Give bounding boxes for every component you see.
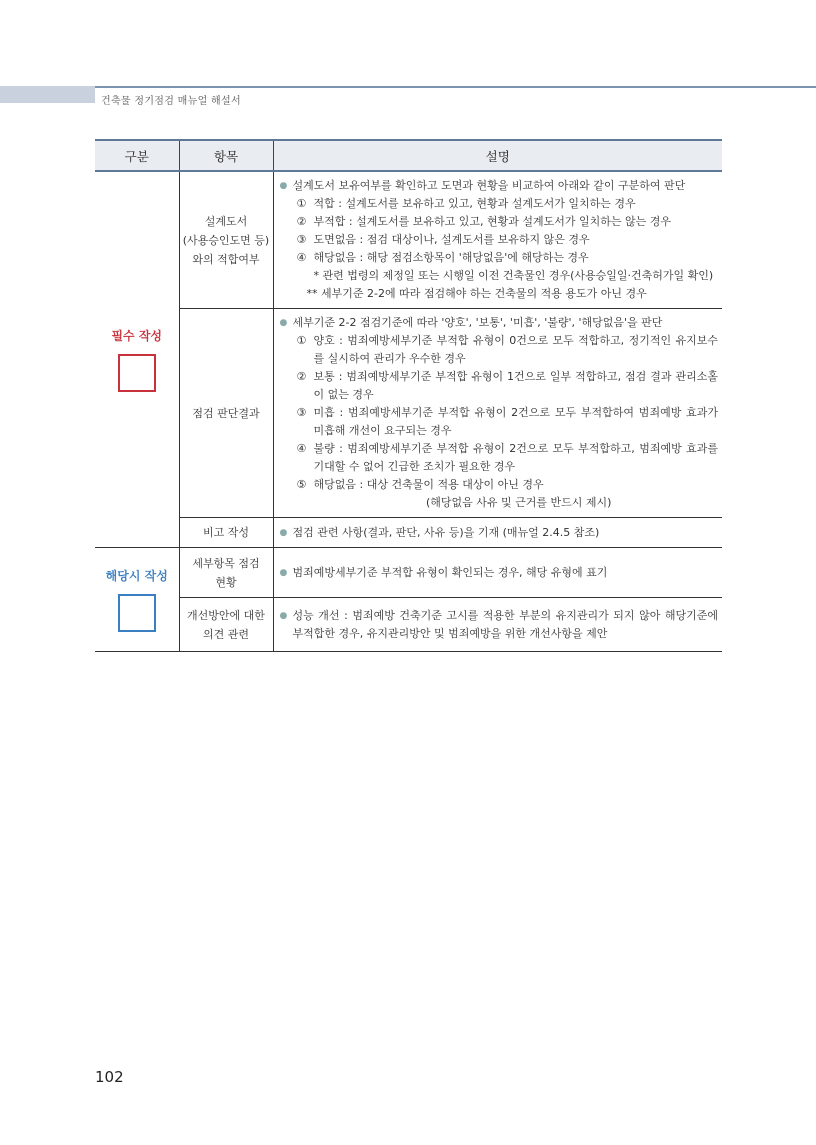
bullet-item: ● 세부기준 2-2 점검기준에 따라 '양호', '보통', '미흡', '불량', '해당없음'을 판단 xyxy=(280,314,719,332)
category-optional-label: 해당시 작성 xyxy=(105,569,168,583)
item-cell xyxy=(179,548,273,598)
description-cell xyxy=(273,309,722,518)
sub-item: ④ 해당없음 : 해당 점검소항목이 '해당없음'에 해당하는 경우 xyxy=(296,251,589,264)
header-accent-block xyxy=(0,86,95,103)
item-label-line: 세부항목 점검 xyxy=(192,556,260,570)
header-category: 구분 xyxy=(95,140,179,171)
item-label-line: 와의 적합여부 xyxy=(192,252,260,266)
header-item: 항목 xyxy=(179,140,273,171)
sub-item: ② 부적합 : 설계도서를 보유하고 있고, 현황과 설계도서가 일치하는 않는 경우 xyxy=(296,215,671,228)
category-optional-cell xyxy=(95,548,179,652)
description-cell xyxy=(273,171,722,309)
table-row xyxy=(95,518,722,548)
item-label-line: 현황 xyxy=(215,575,237,589)
optional-checkbox[interactable] xyxy=(118,594,156,632)
item-cell xyxy=(179,309,273,518)
description-cell xyxy=(273,598,722,652)
category-required-label: 필수 작성 xyxy=(111,329,163,343)
category-required-cell xyxy=(95,171,179,548)
sub-item: ③ 도면없음 : 점검 대상이나, 설계도서를 보유하지 않은 경우 xyxy=(296,233,590,246)
bullet-item: ● 설계도서 보유여부를 확인하고 도면과 현황을 비교하여 아래와 같이 구분하여 판단 xyxy=(280,177,719,195)
bullet-icon: ● xyxy=(279,318,288,328)
required-checkbox[interactable] xyxy=(118,354,156,392)
item-label-line: 개선방안에 대한 xyxy=(187,608,265,622)
page-number: 102 xyxy=(95,1068,124,1086)
bullet-icon: ● xyxy=(279,181,288,191)
bullet-icon: ● xyxy=(279,567,288,578)
bullet-icon: ● xyxy=(279,527,288,538)
item-cell xyxy=(179,171,273,309)
sub-item: ④ 불량 : 범죄예방세부기준 부적합 유형이 2건으로 모두 부적합하고, 범죄예방 효과를 기대할 수 없어 긴급한 조치가 필요한 경우 xyxy=(296,442,718,473)
item-cell xyxy=(179,518,273,548)
bullet-icon: ● xyxy=(279,610,288,621)
item-label-line: 의견 관련 xyxy=(202,627,249,641)
table-row xyxy=(95,548,722,598)
running-header-title: 건축물 정기점검 매뉴얼 해설서 xyxy=(101,96,241,107)
table-row xyxy=(95,171,722,309)
item-label-line: (사용승인도면 등) xyxy=(182,233,270,247)
sub-item: ⑤ 해당없음 : 대상 건축물이 적용 대상이 아닌 경우 xyxy=(296,478,544,491)
item-label-line: 비고 작성 xyxy=(202,526,249,539)
sub-item: ③ 미흡 : 범죄예방세부기준 부적합 유형이 2건으로 모두 부적합하여 범죄예방 효과가 미흡해 개선이 요구되는 경우 xyxy=(296,406,718,437)
item-cell xyxy=(179,598,273,652)
note: (해당없음 사유 및 근거를 반드시 제시) xyxy=(426,496,612,509)
sub-item: ① 양호 : 범죄예방세부기준 부적합 유형이 0건으로 모두 적합하고, 정기적인 유지보수를 실시하여 관리가 우수한 경우 xyxy=(296,334,718,365)
item-label-line: 설계도서 xyxy=(204,214,248,228)
description-cell xyxy=(273,548,722,598)
table-row xyxy=(95,309,722,518)
sub-item: ② 보통 : 범죄예방세부기준 부적합 유형이 1건으로 일부 적합하고, 점검 결과 관리소홀이 없는 경우 xyxy=(296,370,718,401)
bullet-item: ● 범죄예방세부기준 부적합 유형이 확인되는 경우, 해당 유형에 표기 xyxy=(280,564,719,582)
header-rule xyxy=(95,86,816,88)
sub-item: ① 적합 : 설계도서를 보유하고 있고, 현황과 설계도서가 일치하는 경우 xyxy=(296,197,636,210)
table-row xyxy=(95,598,722,652)
description-cell xyxy=(273,518,722,548)
footnote: ** 세부기준 2-2에 따라 점검해야 하는 건축물의 적용 용도가 아닌 경우 xyxy=(306,287,647,300)
header-description: 설명 xyxy=(273,140,722,171)
footnote: * 관련 법령의 제정일 또는 시행일 이전 건축물인 경우(사용승일일·건축허가일 확인) xyxy=(313,269,714,282)
item-label-line: 점검 판단결과 xyxy=(192,406,260,420)
bullet-item: ● 점검 관련 사항(결과, 판단, 사유 등)을 기재 (매뉴얼 2.4.5 참조) xyxy=(280,524,719,542)
table-header-row xyxy=(95,140,722,171)
bullet-item: ● 성능 개선 : 범죄예방 건축기준 고시를 적용한 부분의 유지관리가 되지 않아 해당기준에 부적합한 경우, 유지관리방안 및 범죄예방을 위한 개선사항을 제안 xyxy=(280,607,719,643)
manual-table xyxy=(95,139,722,652)
